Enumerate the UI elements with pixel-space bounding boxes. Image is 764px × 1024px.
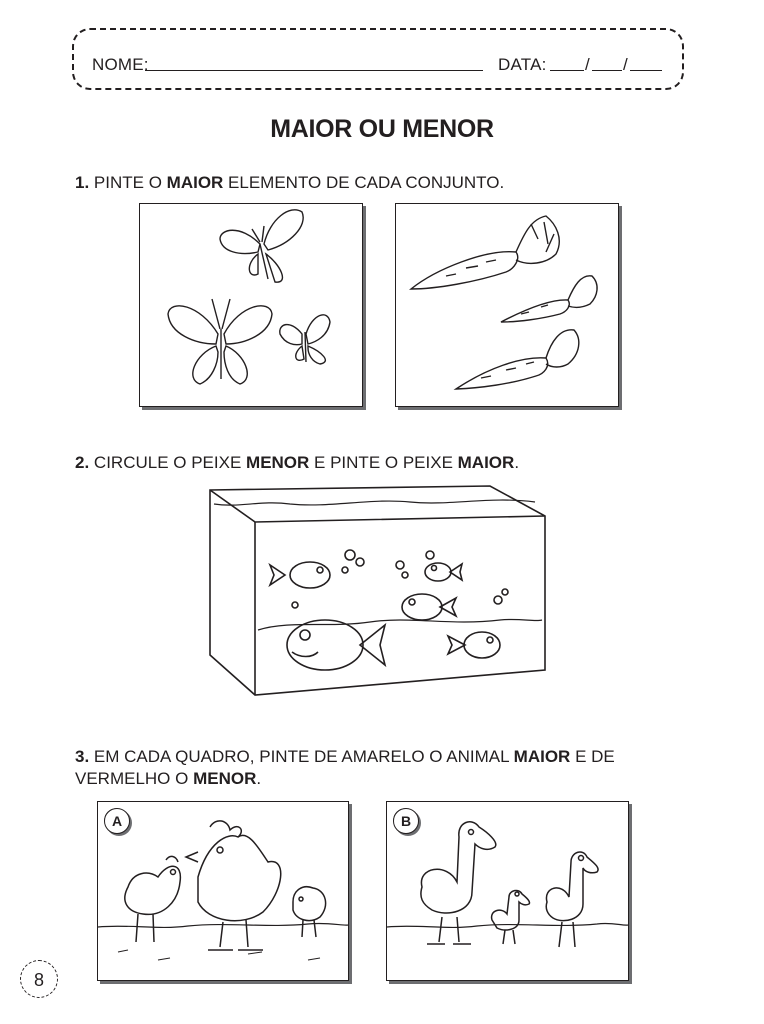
- fish-large-icon: [287, 620, 385, 670]
- date-separator: /: [623, 55, 628, 74]
- name-field[interactable]: [145, 70, 483, 71]
- butterfly-large-icon: [168, 299, 272, 384]
- date-year-field[interactable]: [630, 70, 662, 71]
- butterflies-image[interactable]: [139, 203, 363, 407]
- duck-medium-icon: [546, 852, 598, 947]
- question-2: 2. CIRCULE O PEIXE MENOR E PINTE O PEIXE MAIOR.: [75, 453, 520, 472]
- fish-medium-icon: [402, 594, 456, 620]
- carrot-medium-icon: [456, 330, 579, 389]
- panel-label-badge: A: [104, 808, 130, 834]
- panel-label-badge: B: [393, 808, 419, 834]
- butterfly-medium-icon: [220, 210, 303, 282]
- question-number: 2.: [75, 453, 90, 472]
- fish-small-icon: [425, 563, 462, 581]
- page-number: 8: [20, 960, 58, 998]
- chickens-panel[interactable]: [97, 801, 349, 981]
- chicken-medium-icon: [125, 856, 181, 942]
- page-title: MAIOR OU MENOR: [270, 115, 494, 143]
- date-month-field[interactable]: [592, 70, 622, 71]
- name-label: NOME:: [92, 55, 149, 74]
- question-number: 3.: [75, 747, 90, 766]
- carrot-small-icon: [501, 276, 597, 322]
- header-box: [72, 28, 684, 90]
- carrots-image[interactable]: [395, 203, 619, 407]
- butterfly-small-icon: [280, 315, 330, 364]
- fish-medium-icon: [448, 632, 500, 658]
- chicken-large-icon: [186, 821, 281, 950]
- ducks-panel[interactable]: [386, 801, 629, 981]
- question-1: 1. PINTE O MAIOR ELEMENTO DE CADA CONJUNTO.: [75, 173, 505, 192]
- carrot-large-icon: [411, 216, 559, 289]
- date-label: DATA:: [498, 55, 547, 74]
- fish-medium-icon: [270, 562, 330, 588]
- aquarium-image[interactable]: [200, 480, 560, 700]
- question-3: 3. EM CADA QUADRO, PINTE DE AMARELO O ANIMAL MAIOR E DE VERMELHO O MENOR.: [75, 747, 615, 788]
- date-day-field[interactable]: [550, 70, 584, 71]
- duck-small-icon: [492, 890, 530, 944]
- date-separator: /: [585, 55, 590, 74]
- question-number: 1.: [75, 173, 90, 192]
- chicken-small-icon: [293, 887, 326, 937]
